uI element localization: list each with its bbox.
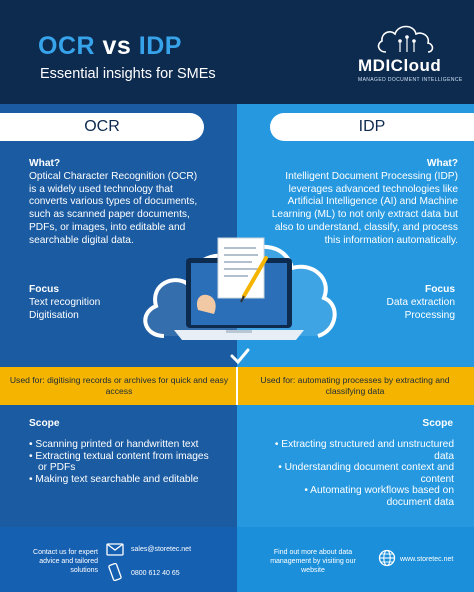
globe-icon — [378, 549, 396, 567]
list-item: • Scanning printed or handwritten text — [29, 439, 209, 451]
idp-focus-item: Processing — [404, 309, 455, 321]
page-title — [38, 32, 182, 61]
ocr-label: OCR — [0, 113, 204, 141]
ocr-focus-item: Digitisation — [29, 309, 79, 321]
page-subtitle: Essential insights for SMEs — [40, 66, 216, 82]
email-link[interactable]: sales@storetec.net — [131, 546, 192, 553]
idp-what-text: Intelligent Document Processing (IDP) leverages advanced technologies like Artificial Intelligence (AI) and Machine Learning (ML) to not only extract data but also to understand, classify, and process this information automatically. — [271, 170, 458, 246]
find-out-text: Find out more about data management by visiting our website — [270, 549, 356, 574]
logo-text: MDICloud — [358, 56, 442, 75]
cloud-logo-icon — [352, 18, 462, 58]
ocr-what-text: Optical Character Recognition (OCR) is a widely used technology that converts various types of documents, such as scanned paper documents, PDFs, or images, into editable and searchable digital data. — [29, 170, 198, 246]
title-idp: IDP — [138, 32, 182, 60]
list-item: • Extracting textual content from images or PDFs — [29, 451, 209, 474]
band-divider — [236, 367, 238, 405]
ocr-what-heading: What? — [29, 158, 61, 169]
email-icon — [106, 543, 124, 556]
laptop-document-illustration — [134, 218, 344, 368]
list-item: • Understanding document context and content — [270, 462, 454, 485]
phone-link[interactable]: 0800 612 40 65 — [131, 570, 180, 577]
mdicloud-logo[interactable] — [352, 18, 462, 88]
title-vs: vs — [95, 32, 139, 60]
list-item: • Automating workflows based on document data — [270, 485, 454, 508]
list-item: • Extracting structured and unstructured data — [270, 439, 454, 462]
contact-text: Contact us for expert advice and tailored solutions — [33, 549, 98, 574]
idp-what-heading: What? — [426, 158, 458, 169]
idp-used-for: Used for: automating processes by extracting and classifying data — [260, 375, 450, 396]
idp-scope-list — [270, 439, 454, 509]
ocr-focus-heading: Focus — [29, 284, 60, 295]
idp-label: IDP — [270, 113, 474, 141]
ocr-scope-list — [29, 439, 209, 485]
logo-tagline: MANAGED DOCUMENT INTELLIGENCE — [358, 77, 463, 83]
idp-focus-heading: Focus — [424, 284, 455, 295]
idp-scope-heading: Scope — [422, 418, 453, 429]
website-link[interactable]: www.storetec.net — [400, 556, 454, 563]
ocr-focus-item: Text recognition — [29, 296, 101, 308]
phone-icon — [108, 563, 122, 581]
idp-focus-item: Data extraction — [386, 296, 455, 308]
ocr-used-for: Used for: digitising records or archives for quick and easy access — [9, 375, 229, 396]
list-item: • Making text searchable and editable — [29, 474, 209, 486]
title-ocr: OCR — [38, 32, 96, 60]
ocr-scope-heading: Scope — [29, 418, 60, 429]
